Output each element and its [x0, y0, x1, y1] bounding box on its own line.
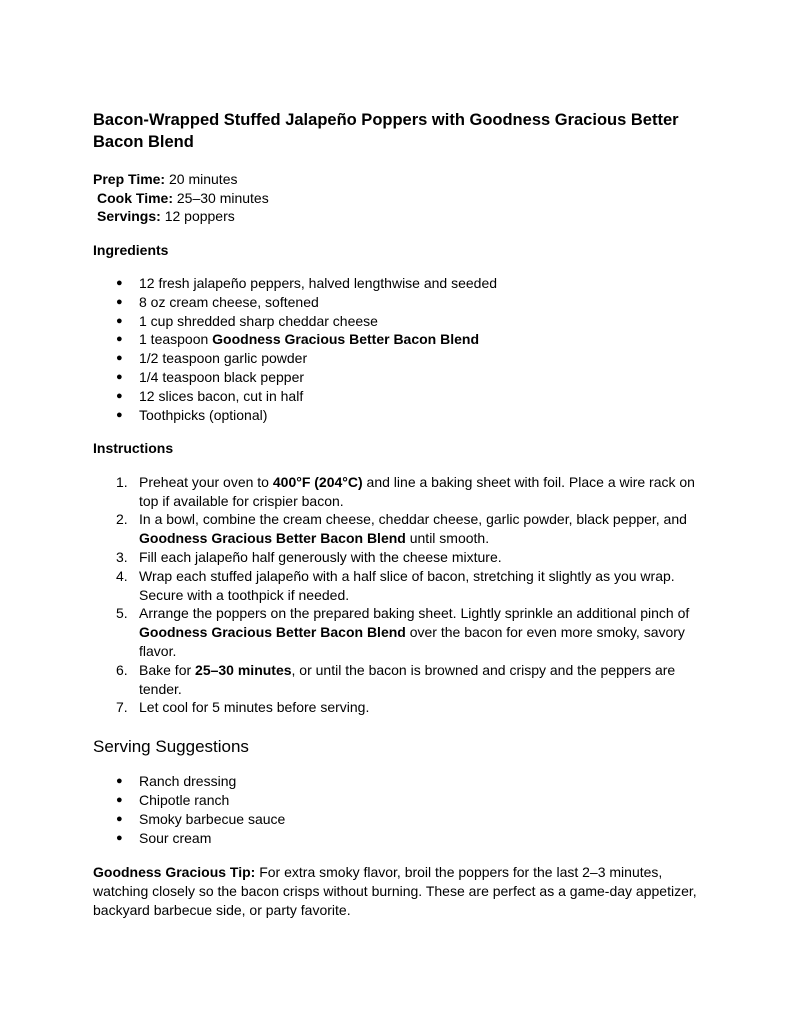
step-text-end: until smooth.	[405, 530, 490, 547]
bullet-icon: ●	[116, 389, 123, 402]
step-number: 1.	[116, 473, 128, 490]
step-number: 2.	[116, 511, 128, 528]
step-number: 4.	[116, 567, 128, 584]
step-text: Preheat your oven to	[139, 473, 273, 490]
step-bold-text: Goodness Gracious Better Bacon Blend	[139, 530, 406, 547]
instructions-list	[93, 473, 713, 717]
list-item	[93, 368, 713, 387]
suggestion-text: Chipotle ranch	[139, 792, 230, 809]
ingredient-text: 1/4 teaspoon black pepper	[139, 368, 305, 385]
bullet-icon: ●	[116, 295, 123, 308]
ingredient-bold-text: Goodness Gracious Better Bacon Blend	[212, 331, 480, 348]
ingredient-text: 12 fresh jalapeño peppers, halved lengthwise and seeded	[139, 275, 498, 291]
servings-line	[93, 207, 713, 226]
step-text: Let cool for 5 minutes before serving.	[139, 699, 370, 716]
list-item	[93, 274, 713, 293]
step-text-end: and line a baking sheet with foil. Place a wire rack on top if available for crispier bacon.	[139, 473, 695, 509]
step-number: 5.	[116, 605, 128, 622]
tip-paragraph	[93, 863, 713, 920]
ingredient-text: 8 oz cream cheese, softened	[139, 293, 319, 310]
cook-time-line	[93, 189, 713, 208]
prep-time-line	[93, 170, 713, 189]
step-number: 7.	[116, 699, 128, 716]
cook-time-label: Cook Time:	[97, 189, 173, 206]
list-item	[93, 604, 713, 660]
instructions-heading: Instructions	[93, 440, 174, 457]
step-bold-text: 25–30 minutes	[195, 661, 292, 678]
list-item	[93, 406, 713, 425]
list-item	[93, 510, 713, 548]
serving-suggestions-heading: Serving Suggestions	[93, 737, 249, 757]
bullet-icon: ●	[116, 775, 123, 788]
recipe-document	[93, 109, 713, 934]
list-item	[93, 698, 713, 717]
step-text: Bake for	[139, 661, 196, 678]
serving-suggestions-list	[93, 772, 713, 847]
bullet-icon: ●	[116, 831, 123, 844]
suggestion-text: Smoky barbecue sauce	[139, 810, 286, 827]
recipe-title: Bacon-Wrapped Stuffed Jalapeño Poppers with Goodness Gracious Better Bacon Blend	[93, 111, 679, 151]
list-item	[93, 349, 713, 368]
cook-time-value: 25–30 minutes	[172, 189, 269, 206]
step-text: In a bowl, combine the cream cheese, cheddar cheese, garlic powder, black pepper, and	[139, 511, 687, 528]
suggestion-text: Ranch dressing	[139, 773, 237, 790]
list-item	[93, 293, 713, 312]
ingredients-heading: Ingredients	[93, 241, 169, 258]
bullet-icon: ●	[116, 370, 123, 383]
servings-value: 12 poppers	[160, 208, 235, 224]
list-item	[93, 791, 713, 810]
ingredient-text: 1/2 teaspoon garlic powder	[139, 350, 308, 367]
tip-label: Goodness Gracious Tip:	[93, 863, 256, 880]
list-item	[93, 330, 713, 349]
step-text-end: , or until the bacon is browned and crispy and the peppers are tender.	[139, 661, 676, 697]
suggestion-text: Sour cream	[139, 829, 212, 846]
step-bold-text: 400°F (204°C)	[272, 473, 363, 490]
list-item	[93, 661, 713, 699]
ingredient-text: 1 teaspoon	[139, 331, 213, 348]
list-item	[93, 810, 713, 829]
step-bold-text: Goodness Gracious Better Bacon Blend	[139, 624, 406, 641]
step-text: Fill each jalapeño half generously with the cheese mixture.	[139, 549, 502, 566]
step-number: 6.	[116, 661, 128, 678]
servings-label: Servings:	[97, 208, 161, 224]
list-item	[93, 772, 713, 791]
bullet-icon: ●	[116, 812, 123, 825]
list-item	[93, 473, 713, 511]
list-item	[93, 548, 713, 567]
bullet-icon: ●	[116, 352, 123, 365]
bullet-icon: ●	[116, 408, 123, 421]
list-item	[93, 312, 713, 331]
step-number: 3.	[116, 549, 128, 566]
bullet-icon: ●	[116, 277, 123, 289]
bullet-icon: ●	[116, 333, 123, 346]
ingredient-text: Toothpicks (optional)	[139, 406, 268, 423]
list-item	[93, 567, 713, 605]
list-item	[93, 829, 713, 848]
step-text-end: over the bacon for even more smoky, savory flavor.	[139, 624, 685, 660]
prep-time-label: Prep Time:	[93, 171, 166, 187]
ingredient-text: 12 slices bacon, cut in half	[139, 387, 304, 404]
list-item	[93, 387, 713, 406]
ingredients-list	[93, 274, 713, 424]
bullet-icon: ●	[116, 794, 123, 807]
bullet-icon: ●	[116, 314, 123, 327]
tip-text: For extra smoky flavor, broil the poppers for the last 2–3 minutes, watching closely so the bacon crisps without burning. These are perfect as a game-day appetizer, backyard barbecue side, or party favorite.	[93, 863, 697, 918]
ingredient-text: 1 cup shredded sharp cheddar cheese	[139, 312, 378, 329]
step-text: Wrap each stuffed jalapeño with a half slice of bacon, stretching it slightly as you wrap. Secure with a toothpick if needed.	[139, 567, 675, 603]
prep-time-value: 20 minutes	[165, 171, 238, 187]
step-text: Arrange the poppers on the prepared baking sheet. Lightly sprinkle an additional pinch of	[139, 605, 690, 622]
